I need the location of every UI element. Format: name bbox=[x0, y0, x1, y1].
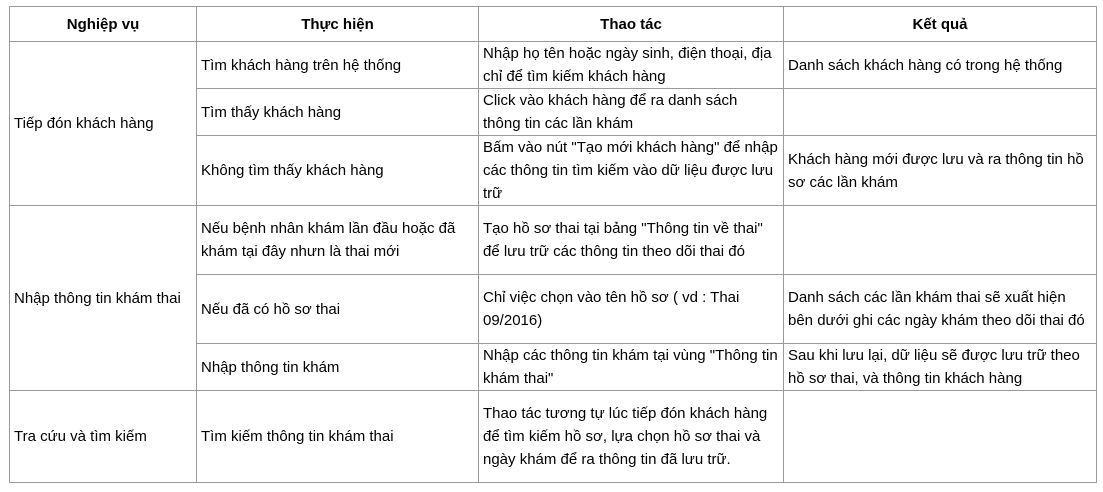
header-business: Nghiệp vụ bbox=[10, 7, 197, 42]
result-cell: Sau khi lưu lại, dữ liệu sẽ được lưu trữ theo hồ sơ thai, và thông tin khách hàng bbox=[784, 344, 1097, 391]
table-row bbox=[10, 391, 1097, 483]
result-cell bbox=[784, 206, 1097, 275]
operation-cell: Thao tác tương tự lúc tiếp đón khách hàng để tìm kiếm hồ sơ, lựa chọn hồ sơ thai và ngày khám để ra thông tin đã lưu trữ. bbox=[479, 391, 784, 483]
result-cell bbox=[784, 391, 1097, 483]
action-cell: Nếu đã có hồ sơ thai bbox=[197, 275, 479, 344]
operation-cell: Bấm vào nút "Tạo mới khách hàng" để nhập các thông tin tìm kiếm vào dữ liệu được lưu trữ bbox=[479, 136, 784, 206]
business-cell: Tiếp đón khách hàng bbox=[10, 42, 197, 206]
header-operation: Thao tác bbox=[479, 7, 784, 42]
result-cell bbox=[784, 89, 1097, 136]
action-cell: Tìm khách hàng trên hệ thống bbox=[197, 42, 479, 89]
result-cell: Danh sách các lần khám thai sẽ xuất hiện bên dưới ghi các ngày khám theo dõi thai đó bbox=[784, 275, 1097, 344]
action-cell: Không tìm thấy khách hàng bbox=[197, 136, 479, 206]
business-cell: Nhập thông tin khám thai bbox=[10, 206, 197, 391]
result-cell: Danh sách khách hàng có trong hệ thống bbox=[784, 42, 1097, 89]
operation-cell: Chỉ việc chọn vào tên hồ sơ ( vd : Thai 09/2016) bbox=[479, 275, 784, 344]
business-cell: Tra cứu và tìm kiếm bbox=[10, 391, 197, 483]
table-row bbox=[10, 42, 1097, 89]
operation-cell: Nhập họ tên hoặc ngày sinh, điện thoại, địa chỉ để tìm kiếm khách hàng bbox=[479, 42, 784, 89]
action-cell: Nhập thông tin khám bbox=[197, 344, 479, 391]
business-process-table bbox=[9, 6, 1097, 483]
header-row bbox=[10, 7, 1097, 42]
table-row bbox=[10, 206, 1097, 275]
operation-cell: Tạo hồ sơ thai tại bảng "Thông tin về thai" để lưu trữ các thông tin theo dõi thai đó bbox=[479, 206, 784, 275]
result-cell: Khách hàng mới được lưu và ra thông tin hồ sơ các lần khám bbox=[784, 136, 1097, 206]
operation-cell: Nhập các thông tin khám tại vùng "Thông tin khám thai" bbox=[479, 344, 784, 391]
action-cell: Nếu bệnh nhân khám lần đầu hoặc đã khám tại đây nhưn là thai mới bbox=[197, 206, 479, 275]
action-cell: Tìm kiếm thông tin khám thai bbox=[197, 391, 479, 483]
action-cell: Tìm thấy khách hàng bbox=[197, 89, 479, 136]
header-action: Thực hiện bbox=[197, 7, 479, 42]
header-result: Kết quả bbox=[784, 7, 1097, 42]
operation-cell: Click vào khách hàng để ra danh sách thông tin các lần khám bbox=[479, 89, 784, 136]
